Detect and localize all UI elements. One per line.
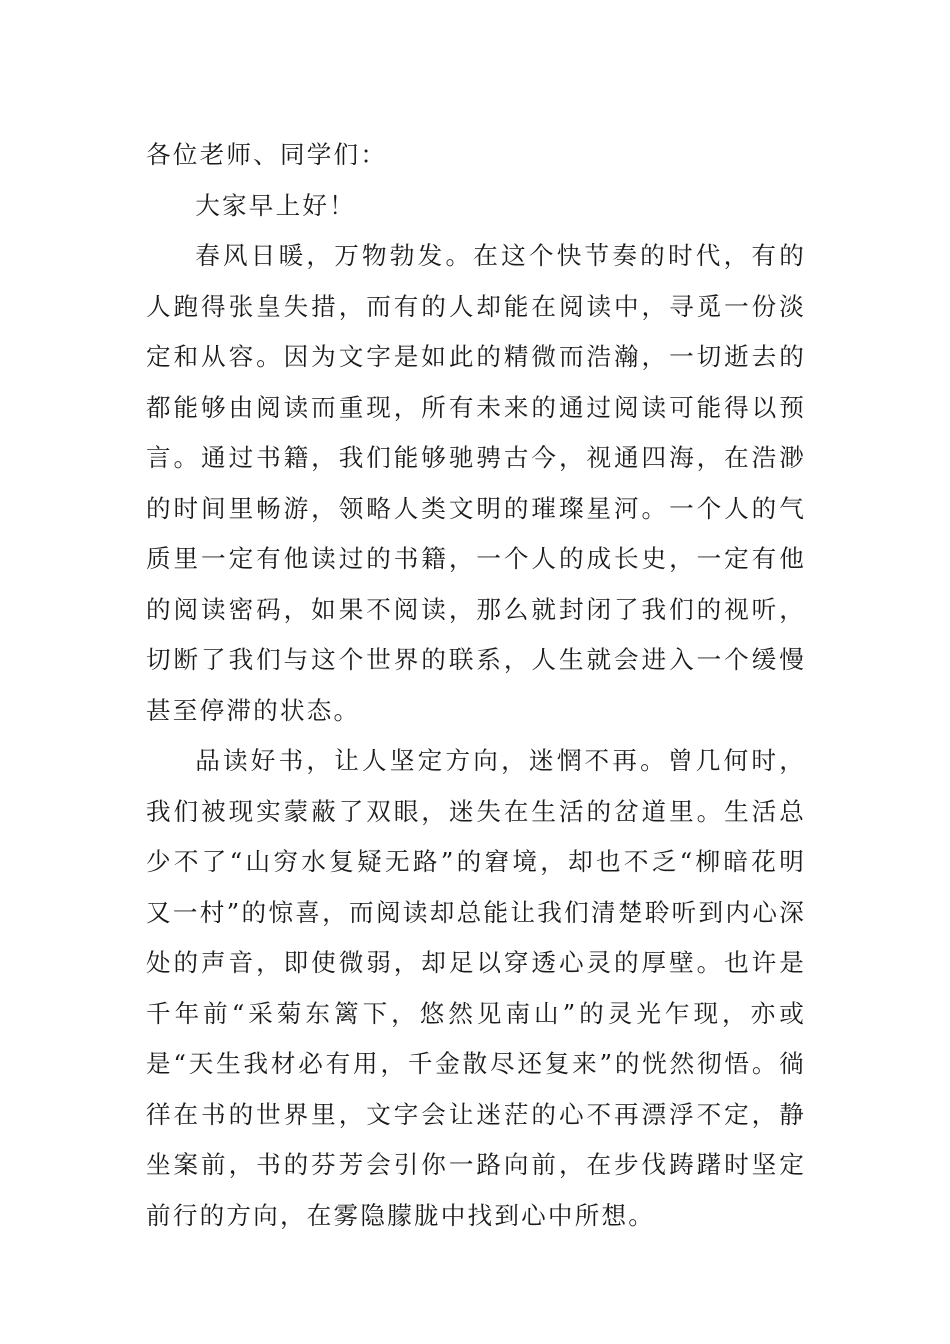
paragraph-2: 品读好书，让人坚定方向，迷惘不再。曾几何时，我们被现实蒙蔽了双眼，迷失在生活的岔道里。生活总少不了“山穷水复疑无路”的窘境，却也不乏“柳暗花明又一村”的惊喜，而阅读却总能让我们清楚聆听到内心深处的声音，即使微弱，却足以穿透心灵的厚壁。也许是千年前“采菊东篱下，悠然见南山”的灵光乍现，亦或是“天生我材必有用，千金散尽还复来”的恍然彻悟。徜徉在书的世界里，文字会让迷茫的心不再漂浮不定，静坐案前，书的芬芳会引你一路向前，在步伐踌躇时坚定前行的方向，在雾隐朦胧中找到心中所想。: [146, 746, 806, 1230]
speech-body: [146, 130, 806, 1241]
greeting: 大家早上好！: [195, 190, 356, 220]
salutation: 各位老师、同学们：: [146, 140, 388, 169]
paragraph-1: 春风日暖，万物勃发。在这个快节奏的时代，有的人跑得张皇失措，而有的人却能在阅读中，寻觅一份淡定和从容。因为文字是如此的精微而浩瀚，一切逝去的都能够由阅读而重现，所有未来的通过阅读可能得以预言。通过书籍，我们能够驰骋古今，视通四海，在浩渺的时间里畅游，领略人类文明的璀璨星河。一个人的气质里一定有他读过的书籍，一个人的成长史，一定有他的阅读密码，如果不阅读，那么就封闭了我们的视听，切断了我们与这个世界的联系，人生就会进入一个缓慢甚至停滞的状态。: [146, 241, 806, 725]
